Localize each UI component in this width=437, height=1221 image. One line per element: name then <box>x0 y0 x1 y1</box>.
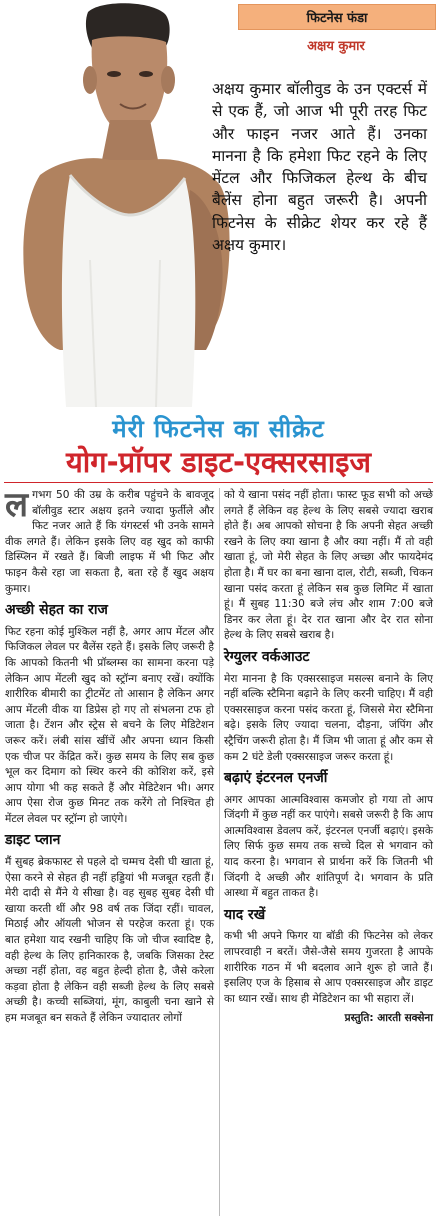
subheading-energy: बढ़ाएं इंटरनल एनर्जी <box>224 770 328 787</box>
credit-line: प्रस्तुति: आरती सक्सेना <box>344 1012 433 1025</box>
drop-cap: ल <box>5 485 29 525</box>
paragraph-remember: कभी भी अपने फिगर या बॉडी की फिटनेस को लेकर लापरवाही न बरतें। जैसे-जैसे समय गुजरता है आपके शारीरिक गठन में भी बदलाव आने शुरू हो जाते हैं। इसलिए एज के हिसाब से आप एक्सरसाइज और डाइट का ध्यान रखें। साथ ही मेडिटेशन का भी सहारा लें। <box>224 930 433 1005</box>
lead-paragraph: गभग 50 की उम्र के करीब पहुंचने के बावजूद बॉलीवुड स्टार अक्षय इतने ज्यादा फुर्तीले और फिट नजर आते हैं कि यंगस्टर्स भी उनके सामने वीक लगते हैं। लेकिन इसके लिए वह खुद को काफी डिस्प्लिन में रखते हैं। बिजी लाइफ में भी फिट और फाइन कैसे रहा जा सकता है, बता रहे हैं खुद अक्षय कुमार। <box>5 489 214 595</box>
subheading-health-secret: अच्छी सेहत का राज <box>5 602 108 619</box>
paragraph-diet: मैं सुबह ब्रेकफास्ट से पहले दो चम्मच देसी घी खाता हूं, ऐसा करने से सेहत ही नहीं हड्डियां भी मजबूत रहती हैं। मेरी दादी से मैंने ये सीखा है। वह सुबह सुबह देसी घी खाया करती थीं और 98 वर्ष तक जिंदा रहीं। चावल, मिठाई और ऑयली भोजन से परहेज करता हूं। एक बात हमेशा याद रखनी चाहिए कि जो चीज स्वादिष्ट है, वही हेल्थ के लिए हानिकारक है, जबकि जिसका टेस्ट अच्छा नहीं होता, वह बहुत हेल्दी होता है, जैसे करेला कड़वा होता है लेकिन वही सब्जी हेल्थ के लिए सबसे अच्छी है। कच्ची सब्जियां, मूंग, काबुली चना खाने से हम मजबूत बन सकते हैं लेकिन ज्यादातर लोगों <box>5 856 214 1024</box>
paragraph-workout: मेरा मानना है कि एक्सरसाइज मसल्स बनाने के लिए नहीं बल्कि स्टैमिना बढ़ाने के लिए करनी चाहिए। मैं वही एक्सरसाइज करना पसंद करता हूं, जिससे मेरा स्टैमिना बढ़े। इसके लिए ज्यादा चलना, दौड़ना, जंपिंग और स्ट्रैचिंग जरूरी होता है। मैं जिम भी जाता हूं और कम से कम 2 घंटे डेली एक्सरसाइज जरूर करता हूं। <box>224 672 433 763</box>
paragraph-energy: अगर आपका आत्मविश्वास कमजोर हो गया तो आप जिंदगी में कुछ नहीं कर पाएंगे। सबसे जरूरी है कि आप आत्मविश्वास डेवलप करें, इंटरनल एनर्जी बढ़ाएं। इसके लिए सिर्फ कुछ समय तक सच्चे दिल से भगवान को याद करना है। भगवान से प्रार्थना करें कि जितनी भी जिंदगी दे अच्छी और शांतिपूर्ण दे। भगवान के प्रति आस्था में बहुत ताकत है। <box>224 793 433 900</box>
left-column <box>5 485 214 1031</box>
paragraph-health: फिट रहना कोई मुश्किल नहीं है, अगर आप मेंटल और फिजिकल लेवल पर बैलेंस रहते हैं। इसके लिए जरूरी है कि आपको कितनी भी प्रॉब्लम्स का सामना करना पड़े लेकिन आप मेंटली खुद को स्ट्रॉन्ग बनाए रखें। क्योंकि शारीरिक बीमारी का ट्रीटमेंट तो आसान है लेकिन अगर आप मेंटली वीक या डिप्रेस हो गए तो संभलना टफ हो जाता है। टेंशन और स्ट्रेस से बचने के लिए मेडिटेशन जरूर करें। लंबी सांस खींचें और अपना ध्यान किसी एक चीज पर केंद्रित करें। कुछ समय के लिए सब कुछ भूल कर दिमाग को स्थिर करने की कोशिश करें, इसे आप योगा भी कह सकते हैं और मेडिटेशन भी। अगर आप ऐसा रोज कुछ मिनट तक करेंगे तो निश्चित ही मेंटल लेवल पर स्ट्रॉन्ग हो जाएंगे। <box>5 625 214 825</box>
section-tag: फिटनेस फंडा <box>238 4 436 30</box>
subheading-workout: रेग्युलर वर्कआउट <box>224 648 310 665</box>
column-divider <box>219 488 220 1216</box>
actor-photo <box>0 0 235 407</box>
byline: अक्षय कुमार <box>307 39 365 54</box>
headline-rule <box>4 482 433 483</box>
headline: योग-प्रॉपर डाइट-एक्सरसाइज <box>65 445 372 479</box>
hero-section <box>0 0 437 407</box>
paragraph-diet-continued: को ये खाना पसंद नहीं होता। फास्ट फूड सभी को अच्छे लगते हैं लेकिन वह हेल्थ के लिए सबसे ज्यादा खराब होते हैं। अब आपको सोचना है कि अपनी सेहत अच्छी रखने के लिए क्या खाना है और क्या नहीं। मैं तो वही खाता हूं, जो मेरी सेहत के लिए अच्छा और फायदेमंद होता है। मैं घर का बना खाना दाल, रोटी, सब्जी, चिकन खाना पसंद करता हूं लेकिन सब कुछ लिमिट में खाता हूं। मैं सुबह 11:30 बजे लंच और शाम 7:00 बजे डिनर कर लेता हूं। देर रात खाना और देर रात सोना हेल्थ के लिए सबसे खराब है। <box>224 489 433 642</box>
kicker-title: मेरी फिटनेस का सीक्रेट <box>112 415 325 443</box>
subheading-diet-plan: डाइट प्लान <box>5 832 61 849</box>
subheading-remember: याद रखें <box>224 906 266 923</box>
intro-paragraph: अक्षय कुमार बॉलीवुड के उन एक्टर्स में से एक हैं, जो आज भी पूरी तरह फिट और फाइन नजर आते हैं। उनका मानना है कि हमेशा फिट रहने के लिए मेंटल और फिजिकल हेल्थ के बीच बैलेंस होना बहुत जरूरी है। अपनी फिटनेस के सीक्रेट शेयर कर रहे हैं अक्षय कुमार। <box>212 80 427 255</box>
right-column <box>224 488 433 1027</box>
